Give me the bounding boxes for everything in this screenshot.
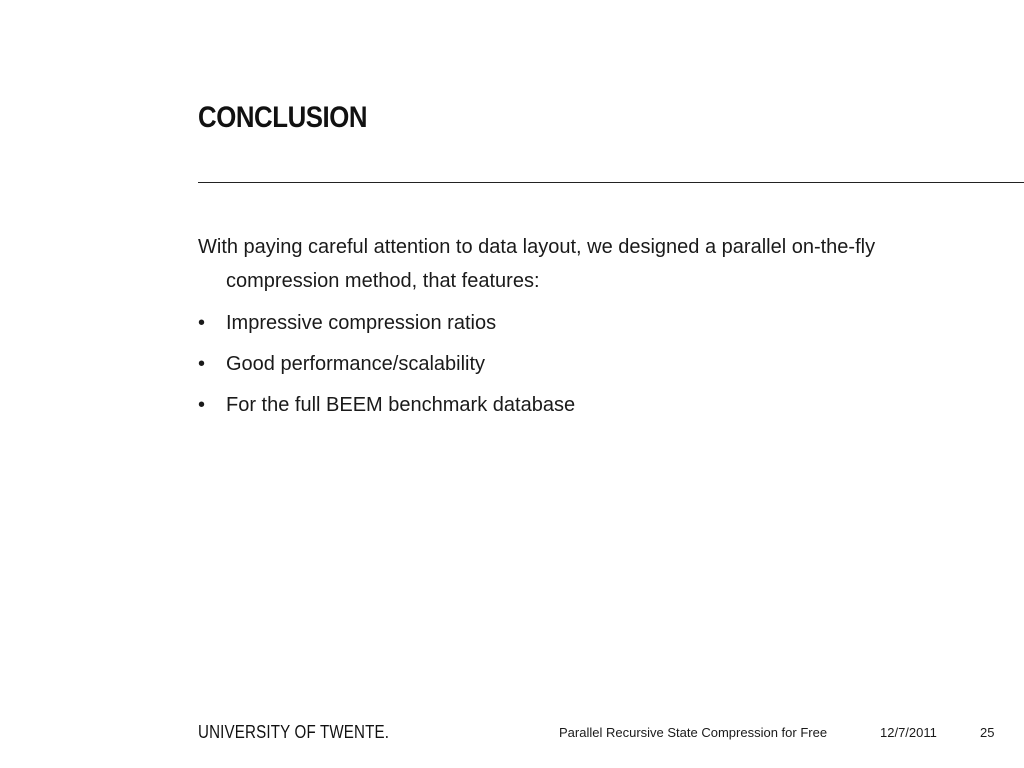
bullet-item — [198, 347, 978, 381]
bullet-text: Impressive compression ratios — [226, 312, 497, 334]
bullet-icon: • — [198, 394, 206, 416]
bullet-icon: • — [198, 312, 206, 334]
title-divider — [198, 182, 1024, 183]
slide-body — [198, 230, 978, 429]
bullet-item — [198, 388, 978, 422]
intro-paragraph: With paying careful attention to data layout, we designed a parallel on-the-fly compression method, that features: — [198, 236, 876, 292]
slide-title: CONCLUSION — [198, 101, 368, 134]
bullet-list — [198, 306, 978, 422]
bullet-item — [198, 306, 978, 340]
footer-date: 12/7/2011 — [880, 725, 937, 740]
bullet-text: Good performance/scalability — [226, 353, 486, 375]
bullet-text: For the full BEEM benchmark database — [226, 394, 576, 416]
footer-presentation-title: Parallel Recursive State Compression for Free — [559, 725, 828, 740]
university-logo: UNIVERSITY OF TWENTE. — [198, 722, 390, 742]
bullet-icon: • — [198, 353, 206, 375]
page-number: 25 — [980, 725, 995, 740]
